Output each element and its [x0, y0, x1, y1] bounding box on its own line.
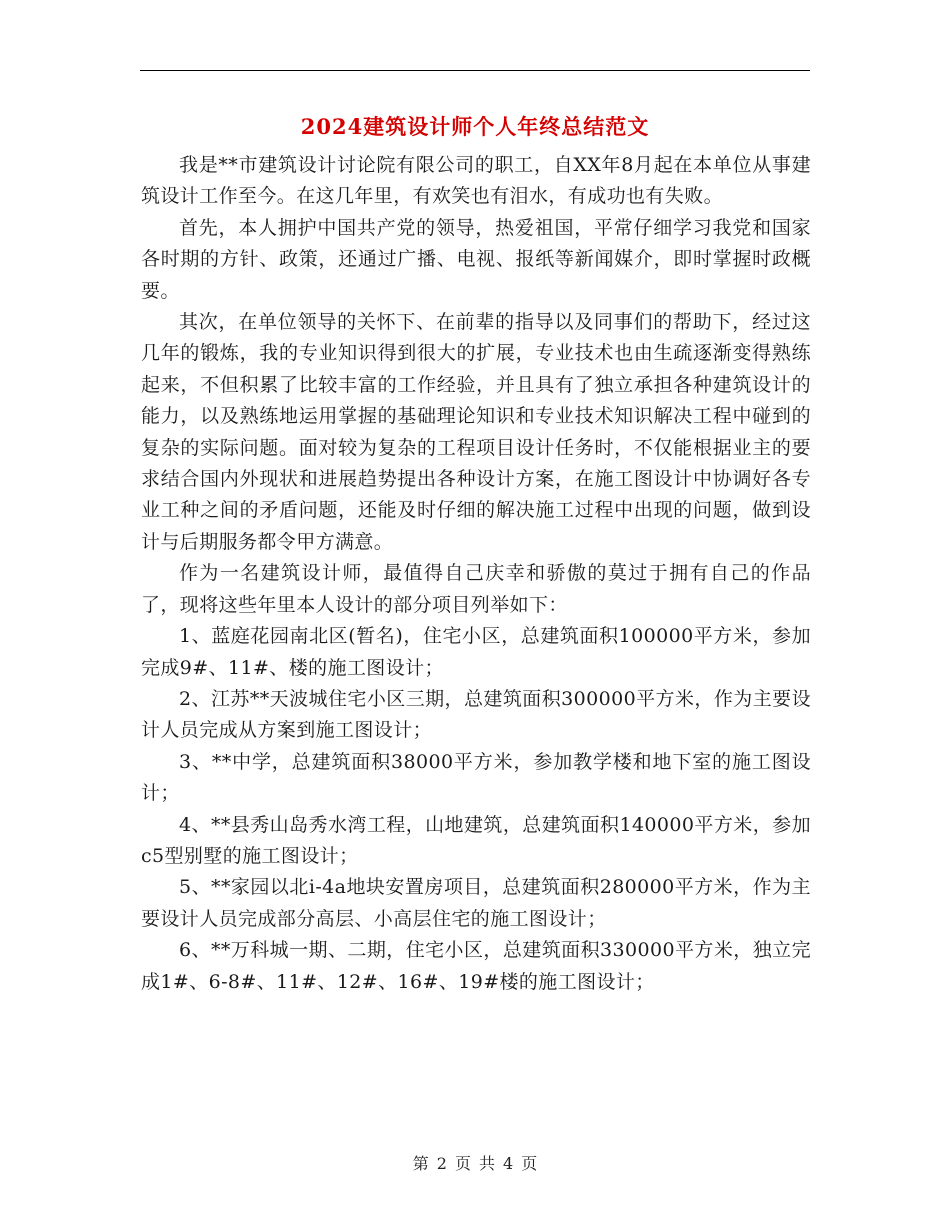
document-title: 2024建筑设计师个人年终总结范文 [300, 114, 650, 139]
list-item-project-6: 6、**万科城一期、二期，住宅小区，总建筑面积330000平方米，独立完成1#、6-8#、11#、12#、16#、19#楼的施工图设计； [141, 939, 811, 993]
page-prefix: 第 [412, 1154, 429, 1173]
paragraph-intro: 我是**市建筑设计讨论院有限公司的职工，自XX年8月起在本单位从事建筑设计工作至今。在这几年里，有欢笑也有泪水，有成功也有失败。 [141, 154, 811, 208]
paragraph-projects-intro: 作为一名建筑设计师，最值得自己庆幸和骄傲的莫过于拥有自己的作品了，现将这些年里本人设计的部分项目列举如下： [141, 562, 811, 616]
page-unit: 页 [454, 1154, 471, 1173]
document-body [141, 150, 811, 998]
list-item-project-2: 2、江苏**天波城住宅小区三期，总建筑面积300000平方米，作为主要设计人员完成从方案到施工图设计； [141, 687, 811, 742]
page-footer [0, 1152, 950, 1176]
total-unit: 页 [521, 1154, 538, 1173]
list-item-project-4: 4、**县秀山岛秀水湾工程，山地建筑，总建筑面积140000平方米，参加c5型别墅的施工图设计； [141, 813, 811, 867]
list-item-project-1: 1、蓝庭花园南北区(暂名)，住宅小区，总建筑面积100000平方米，参加完成9#、11#、楼的施工图设计； [141, 625, 811, 679]
list-item-project-5: 5、**家园以北i-4a地块安置房项目，总建筑面积280000平方米，作为主要设计人员完成部分高层、小高层住宅的施工图设计； [141, 876, 811, 930]
total-pages-number: 4 [503, 1154, 514, 1173]
paragraph-politics: 首先，本人拥护中国共产党的领导，热爱祖国，平常仔细学习我党和国家各时期的方针、政策，还通过广播、电视、报纸等新闻媒介，即时掌握时政概要。 [141, 216, 811, 302]
list-item-project-3: 3、**中学，总建筑面积38000平方米，参加教学楼和地下室的施工图设计； [141, 750, 811, 805]
current-page-number: 2 [436, 1154, 447, 1173]
header-rule [140, 70, 810, 71]
total-prefix: 共 [479, 1154, 496, 1173]
paragraph-skills: 其次，在单位领导的关怀下、在前辈的指导以及同事们的帮助下，经过这几年的锻炼，我的专业知识得到很大的扩展，专业技术也由生疏逐渐变得熟练起来，不但积累了比较丰富的工作经验，并且具有了独立承担各种建筑设计的能力，以及熟练地运用掌握的基础理论知识和专业技术知识解决工程中碰到的复杂的实际问题。面对较为复杂的工程项目设计任务时，不仅能根据业主的要求结合国内外现状和进展趋势提出各种设计方案，在施工图设计中协调好各专业工种之间的矛盾问题，还能及时仔细的解决施工过程中出现的问题，做到设计与后期服务都令甲方满意。 [141, 311, 811, 553]
